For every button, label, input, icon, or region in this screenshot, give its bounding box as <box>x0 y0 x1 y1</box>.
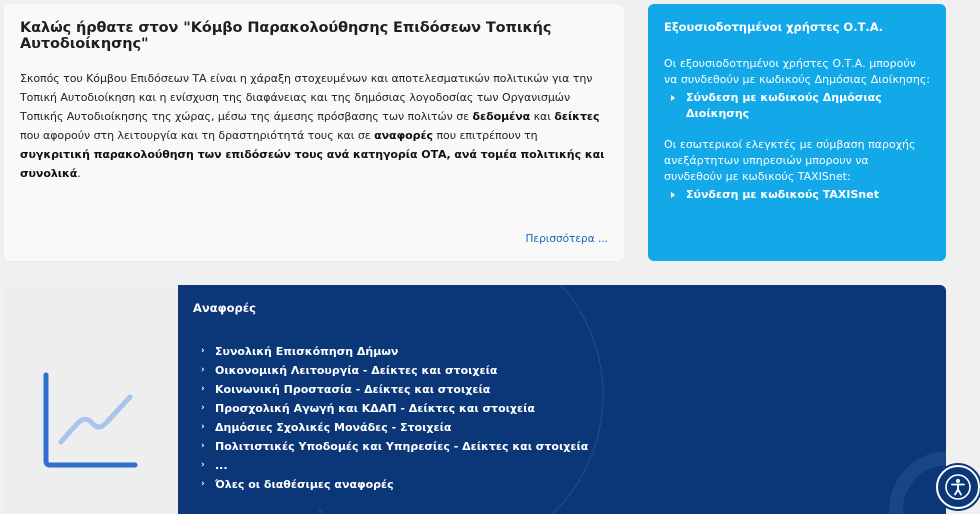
login-public-admin-label: Σύνδεση με κωδικούς Δημόσιας Διοίκησης <box>686 91 882 120</box>
chevron-right-icon: › <box>201 384 205 394</box>
report-link-ellipsis[interactable]: › ... <box>201 459 228 472</box>
chevron-right-icon: › <box>201 460 205 470</box>
accessibility-icon <box>945 474 971 500</box>
line-chart-icon <box>4 285 178 514</box>
welcome-title: Καλώς ήρθατε στον "Κόμβο Παρακολούθησης Επιδόσεων Τοπικής Αυτοδιοίκησης" <box>20 20 552 52</box>
reports-panel <box>178 285 946 514</box>
login-taxisnet-label: Σύνδεση με κωδικούς TAXISnet <box>686 188 879 201</box>
chevron-right-icon: › <box>201 403 205 413</box>
report-link-overview[interactable]: › Συνολική Επισκόπηση Δήμων <box>201 345 399 358</box>
welcome-description: Σκοπός του Κόμβου Επιδόσεων ΤΑ είναι η χάραξη στοχευμένων και αποτελεσματικών πολιτικών για την Τοπική Αυτοδιοίκηση και η ενίσχυση της διαφάνειας και της δημόσιας λογοδοσίας των Οργανισμών Τοπικής Αυτοδιοίκησης της χώρας, μέσω της άμεσης πρόσβασης των πολιτών σε δεδομένα και δείκτες που αφορούν στη λειτουργία και τη δραστηριότητά τους και σε αναφορές που επιτρέπουν τη συγκριτική παρακολούθηση των επιδόσεών τους ανά κατηγορία ΟΤΑ, ανά τομέα πολιτικής και συνολικά. <box>20 72 605 180</box>
chevron-right-icon: › <box>201 422 205 432</box>
caret-right-icon <box>671 95 675 101</box>
report-link-social[interactable]: › Κοινωνική Προστασία - Δείκτες και στοιχεία <box>201 383 491 396</box>
welcome-card <box>4 4 624 261</box>
report-link-all[interactable]: › Όλες οι διαθέσιμες αναφορές <box>201 478 394 491</box>
reports-title: Αναφορές <box>193 301 256 315</box>
report-link-financial[interactable]: › Οικονομική Λειτουργία - Δείκτες και στοιχεία <box>201 364 498 377</box>
report-link-culture[interactable]: › Πολιτιστικές Υποδομές και Υπηρεσίες - Δείκτες και στοιχεία <box>201 440 589 453</box>
bold-indicators: δείκτες <box>554 110 600 123</box>
chevron-right-icon: › <box>201 479 205 489</box>
login-public-admin-link[interactable] <box>664 90 930 122</box>
chevron-right-icon: › <box>201 441 205 451</box>
chevron-right-icon: › <box>201 346 205 356</box>
auth-title: Εξουσιοδοτημένοι χρήστες Ο.Τ.Α. <box>664 20 884 34</box>
bold-comparative: συγκριτική παρακολούθηση των επιδόσεών τους ανά κατηγορία ΟΤΑ, ανά τομέα πολιτικής και συνολικά <box>20 148 605 180</box>
accessibility-button[interactable] <box>936 465 980 509</box>
report-link-preschool[interactable]: › Προσχολική Αγωγή και ΚΔΑΠ - Δείκτες και στοιχεία <box>201 402 535 415</box>
bold-data: δεδομένα <box>472 110 531 123</box>
bold-reports: αναφορές <box>374 129 433 142</box>
authorized-users-card <box>648 4 946 261</box>
report-link-schools[interactable]: › Δημόσιες Σχολικές Μονάδες - Στοιχεία <box>201 421 452 434</box>
chevron-right-icon: › <box>201 365 205 375</box>
auth-text-taxisnet: Οι εσωτερικοί ελεγκτές με σύμβαση παροχής ανεξάρτητων υπηρεσιών μπορουν να συνδεθούν με κωδικούς TAXISnet: <box>664 138 916 183</box>
more-link[interactable]: Περισσότερα ... <box>525 233 608 245</box>
auth-text-public-admin: Οι εξουσιοδοτημένοι χρήστες Ο.Τ.Α. μπορούν να συνδεθούν με κωδικούς Δημόσιας Διοίκησης: <box>664 57 931 86</box>
login-taxisnet-link[interactable] <box>664 187 930 203</box>
reports-icon-area <box>4 285 178 514</box>
caret-right-icon <box>671 192 675 198</box>
